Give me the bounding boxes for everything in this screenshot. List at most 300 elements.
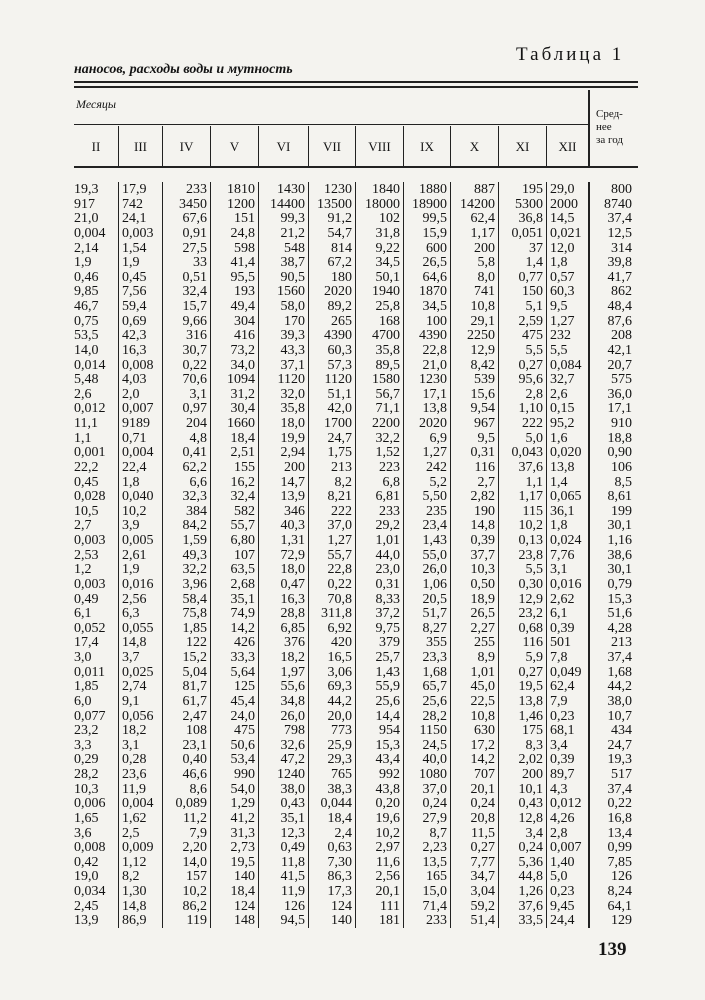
table-cell: 600	[426, 240, 447, 256]
table-cell: 2,94	[280, 445, 305, 460]
table-cell: 1,06	[422, 576, 447, 592]
table-cell: 81,7	[182, 679, 207, 694]
table-cell: 0,025	[122, 664, 154, 680]
table-cell: 12,3	[280, 825, 305, 841]
table-cell: 37,0	[327, 518, 352, 533]
table-cell: 6,85	[280, 620, 305, 636]
table-cell: 86,2	[182, 898, 207, 914]
table-cell: 26,0	[422, 562, 447, 577]
table-cell: 0,001	[74, 445, 106, 460]
table-cell: 2,6	[550, 386, 568, 402]
table-cell: 6,8	[382, 474, 400, 490]
table-cell: 43,8	[375, 781, 400, 797]
table-cell: 200	[284, 459, 305, 475]
table-cell: 42,3	[122, 328, 147, 343]
table-cell: 0,90	[607, 445, 632, 460]
table-cell: 11,8	[281, 854, 305, 870]
table-cell: 0,007	[122, 401, 154, 416]
month-header: VI	[258, 126, 308, 168]
table-cell: 1,01	[375, 533, 400, 548]
table-cell: 38,6	[607, 547, 632, 563]
table-cell: 11,5	[471, 825, 495, 841]
table-cell: 0,46	[74, 269, 99, 285]
table-cell: 1,46	[518, 708, 543, 724]
table-cell: 50,1	[375, 269, 400, 285]
table-cell: 3,9	[122, 518, 140, 533]
table-cell: 44,2	[607, 679, 632, 694]
table-cell: 10,7	[607, 708, 632, 724]
table-cell: 7,76	[550, 547, 575, 563]
table-cell: 41,5	[280, 869, 305, 884]
table-cell: 3,3	[74, 737, 92, 753]
table-cell: 2,27	[470, 620, 495, 636]
table-cell: 5,8	[477, 255, 495, 270]
top-rule	[74, 81, 638, 83]
table-cell: 8,0	[477, 269, 495, 285]
table-cell: 0,91	[182, 225, 207, 241]
table-cell: 30,4	[230, 401, 255, 416]
table-cell: 9,5	[550, 299, 568, 314]
table-cell: 0,044	[320, 796, 352, 811]
average-header-line: за год	[596, 134, 623, 146]
table-cell: 99,3	[280, 211, 305, 226]
table-cell: 0,016	[550, 576, 582, 592]
table-cell: 2,51	[230, 445, 255, 460]
table-cell: 1,10	[518, 401, 543, 416]
table-cell: 42,0	[327, 401, 352, 416]
table-cell: 2,53	[74, 547, 99, 563]
table-cell: 598	[234, 240, 255, 256]
table-cell: 1230	[324, 182, 352, 197]
table-cell: 38,0	[280, 781, 305, 797]
table-cell: 124	[331, 898, 352, 914]
table-cell: 38,7	[280, 255, 305, 270]
table-cell: 46,7	[74, 299, 99, 314]
table-cell: 0,028	[74, 489, 106, 504]
table-cell: 35,1	[230, 591, 255, 607]
table-cell: 1,85	[182, 620, 207, 636]
table-cell: 0,57	[550, 269, 575, 285]
table-cell: 181	[379, 913, 400, 928]
table-cell: 17,2	[470, 737, 495, 753]
table-cell: 18,4	[230, 884, 255, 899]
table-cell: 40,3	[280, 518, 305, 533]
table-cell: 10,1	[518, 781, 543, 797]
table-cell: 0,003	[122, 225, 154, 241]
table-cell: 0,28	[122, 752, 147, 767]
table-cell: 0,13	[518, 533, 543, 548]
table-cell: 1940	[372, 284, 400, 299]
table-cell: 3,1	[122, 737, 140, 753]
table-cell: 0,084	[550, 357, 582, 373]
table-cell: 1810	[227, 182, 255, 197]
table-cell: 71,4	[422, 898, 447, 914]
table-cell: 0,43	[280, 796, 305, 811]
table-cell: 36,8	[518, 211, 543, 226]
table-cell: 140	[234, 869, 255, 884]
table-cell: 55,9	[375, 679, 400, 694]
table-cell: 22,4	[122, 459, 147, 475]
months-rule	[74, 124, 588, 125]
table-cell: 37	[529, 240, 543, 256]
month-header: XII	[546, 126, 588, 168]
table-cell: 0,006	[74, 796, 106, 811]
table-cell: 32,4	[230, 489, 255, 504]
table-cell: 119	[186, 913, 207, 928]
table-cell: 24,4	[550, 913, 575, 928]
table-cell: 2,74	[122, 679, 147, 694]
table-cell: 1,2	[74, 562, 92, 577]
table-cell: 53,5	[74, 328, 99, 343]
table-cell: 0,69	[122, 313, 147, 329]
table-cell: 232	[550, 328, 571, 343]
table-cell: 16,3	[122, 342, 147, 358]
table-cell: 106	[611, 459, 632, 475]
table-cell: 1200	[227, 196, 255, 212]
table-cell: 21,0	[422, 357, 447, 373]
table-cell: 57,3	[327, 357, 352, 373]
month-header: X	[450, 126, 498, 168]
table-cell: 25,9	[327, 737, 352, 753]
table-cell: 235	[426, 503, 447, 519]
table-cell: 58,4	[182, 591, 207, 607]
table-cell: 233	[379, 503, 400, 519]
table-cell: 1,6	[550, 430, 568, 446]
table-cell: 1,8	[550, 255, 568, 270]
table-cell: 12,5	[607, 225, 632, 241]
table-cell: 22,5	[470, 693, 495, 709]
table-cell: 200	[522, 767, 543, 782]
table-cell: 5,5	[550, 342, 568, 358]
table-cell: 15,6	[470, 386, 495, 402]
table-cell: 223	[379, 459, 400, 475]
table-cell: 60,3	[327, 342, 352, 358]
table-cell: 36,1	[550, 503, 575, 519]
table-cell: 1660	[227, 416, 255, 431]
table-cell: 51,6	[607, 606, 632, 621]
table-cell: 9,5	[477, 430, 495, 446]
table-cell: 0,45	[122, 269, 147, 285]
table-cell: 49,3	[182, 547, 207, 563]
table-cell: 33	[193, 255, 207, 270]
table-cell: 0,42	[74, 854, 99, 870]
table-cell: 1,62	[122, 810, 147, 826]
table-cell: 64,6	[422, 269, 447, 285]
table-cell: 384	[186, 503, 207, 519]
table-cell: 13,9	[280, 489, 305, 504]
table-cell: 151	[234, 211, 255, 226]
table-cell: 15,9	[422, 225, 447, 241]
table-cell: 8,7	[429, 825, 447, 841]
table-cell: 5,1	[525, 299, 543, 314]
table-cell: 4390	[419, 328, 447, 343]
table-cell: 1,59	[182, 533, 207, 548]
table-cell: 2,59	[518, 313, 543, 329]
table-cell: 2,23	[422, 840, 447, 855]
table-cell: 2,8	[550, 825, 568, 841]
table-cell: 72,9	[280, 547, 305, 563]
table-cell: 4,28	[607, 620, 632, 636]
table-cell: 0,49	[280, 840, 305, 855]
table-cell: 1700	[324, 416, 352, 431]
table-cell: 17,9	[122, 182, 147, 197]
table-cell: 0,39	[470, 533, 495, 548]
table-cell: 129	[611, 913, 632, 928]
table-cell: 1,27	[327, 533, 352, 548]
table-cell: 13,5	[422, 854, 447, 870]
table-cell: 14,8	[470, 518, 495, 533]
table-cell: 1,75	[327, 445, 352, 460]
table-cell: 8,21	[327, 489, 352, 504]
table-cell: 126	[611, 869, 632, 884]
table-cell: 255	[474, 635, 495, 650]
table-cell: 1,85	[74, 679, 99, 694]
table-cell: 54,7	[327, 225, 352, 241]
data-column	[498, 182, 546, 928]
table-cell: 91,2	[327, 211, 352, 226]
table-cell: 9,45	[550, 898, 575, 914]
table-cell: 23,8	[518, 547, 543, 563]
table-cell: 9,66	[182, 313, 207, 329]
table-cell: 95,6	[518, 372, 543, 387]
table-cell: 2,4	[334, 825, 352, 841]
table-cell: 630	[474, 723, 495, 738]
table-cell: 2,20	[182, 840, 207, 855]
table-cell: 55,0	[422, 547, 447, 563]
table-cell: 24,7	[607, 737, 632, 753]
table-cell: 19,3	[74, 182, 99, 197]
table-cell: 0,97	[182, 401, 207, 416]
table-cell: 87,6	[607, 313, 632, 329]
table-cell: 30,7	[182, 342, 207, 358]
table-cell: 4,03	[122, 372, 147, 387]
table-cell: 742	[122, 196, 143, 212]
table-cell: 2020	[419, 416, 447, 431]
table-cell: 2020	[324, 284, 352, 299]
table-cell: 990	[234, 767, 255, 782]
table-cell: 1,29	[230, 796, 255, 811]
table-cell: 13,8	[550, 459, 575, 475]
table-cell: 36,0	[607, 386, 632, 402]
table-cell: 14,4	[375, 708, 400, 724]
table-cell: 18,4	[230, 430, 255, 446]
table-cell: 3450	[179, 196, 207, 212]
month-header: III	[118, 126, 162, 168]
table-cell: 14,0	[74, 342, 99, 358]
table-cell: 12,9	[470, 342, 495, 358]
table-cell: 170	[284, 313, 305, 329]
table-cell: 14400	[270, 196, 305, 212]
table-cell: 39,3	[280, 328, 305, 343]
table-cell: 3,4	[525, 825, 543, 841]
table-cell: 1,8	[122, 474, 140, 490]
table-cell: 0,39	[550, 620, 575, 636]
table-cell: 40,0	[422, 752, 447, 767]
table-cell: 42,1	[607, 342, 632, 358]
table-cell: 26,5	[470, 606, 495, 621]
table-cell: 0,011	[74, 664, 105, 680]
table-cell: 55,7	[327, 547, 352, 563]
table-cell: 33,3	[230, 650, 255, 665]
table-cell: 6,6	[189, 474, 207, 490]
month-header: VII	[308, 126, 355, 168]
table-cell: 13500	[317, 196, 352, 212]
table-cell: 265	[331, 313, 352, 329]
table-cell: 0,23	[550, 884, 575, 899]
average-header-line: нее	[596, 121, 612, 133]
table-cell: 29,2	[375, 518, 400, 533]
table-cell: 416	[234, 328, 255, 343]
table-cell: 55,7	[230, 518, 255, 533]
table-cell: 1120	[324, 372, 352, 387]
table-cell: 107	[234, 547, 255, 563]
table-cell: 2,02	[518, 752, 543, 767]
table-cell: 0,43	[518, 796, 543, 811]
data-column	[118, 182, 162, 928]
table-cell: 32,0	[280, 386, 305, 402]
table-cell: 0,016	[122, 576, 154, 592]
table-cell: 4,26	[550, 810, 575, 826]
table-cell: 5,48	[74, 372, 99, 387]
table-cell: 2,62	[550, 591, 575, 607]
table-cell: 11,6	[376, 854, 400, 870]
table-cell: 13,8	[518, 693, 543, 709]
table-cell: 1,17	[470, 225, 495, 241]
table-cell: 5,5	[525, 342, 543, 358]
table-cell: 0,012	[74, 401, 106, 416]
table-cell: 0,27	[518, 664, 543, 680]
table-cell: 2,61	[122, 547, 147, 563]
table-cell: 199	[611, 503, 632, 519]
table-cell: 8,33	[375, 591, 400, 607]
table-cell: 5,2	[429, 474, 447, 490]
table-cell: 20,0	[327, 708, 352, 724]
table-cell: 28,8	[280, 606, 305, 621]
table-cell: 14200	[460, 196, 495, 212]
table-cell: 0,68	[518, 620, 543, 636]
table-cell: 19,5	[518, 679, 543, 694]
table-cell: 2,47	[182, 708, 207, 724]
table-cell: 84,2	[182, 518, 207, 533]
table-cell: 15,3	[375, 737, 400, 753]
table-cell: 29,3	[327, 752, 352, 767]
table-cell: 59,4	[122, 299, 147, 314]
table-cell: 814	[331, 240, 352, 256]
table-cell: 517	[611, 767, 632, 782]
table-cell: 9,54	[470, 401, 495, 416]
table-cell: 59,2	[470, 898, 495, 914]
table-cell: 35,8	[375, 342, 400, 358]
table-cell: 27,9	[422, 810, 447, 826]
table-cell: 10,8	[470, 299, 495, 314]
table-cell: 14,0	[182, 854, 207, 870]
table-cell: 46,6	[182, 767, 207, 782]
table-cell: 1,26	[518, 884, 543, 899]
table-cell: 1,52	[375, 445, 400, 460]
table-cell: 1,4	[525, 255, 543, 270]
table-cell: 148	[234, 913, 255, 928]
table-cell: 19,6	[375, 810, 400, 826]
table-cell: 13,8	[422, 401, 447, 416]
table-cell: 65,7	[422, 679, 447, 694]
table-cell: 24,0	[230, 708, 255, 724]
table-cell: 165	[426, 869, 447, 884]
table-cell: 35,1	[280, 810, 305, 826]
table-cell: 95,5	[230, 269, 255, 285]
table-cell: 18,4	[327, 810, 352, 826]
data-table	[74, 182, 638, 928]
table-cell: 44,2	[327, 693, 352, 709]
table-cell: 58,0	[280, 299, 305, 314]
table-cell: 14,7	[280, 474, 305, 490]
table-cell: 2,56	[122, 591, 147, 607]
table-cell: 0,004	[122, 796, 154, 811]
table-cell: 0,051	[511, 225, 543, 241]
table-cell: 56,7	[375, 386, 400, 402]
table-cell: 575	[611, 372, 632, 387]
data-column	[403, 182, 450, 928]
table-cell: 0,15	[550, 401, 575, 416]
data-column	[258, 182, 308, 928]
table-cell: 44,8	[518, 869, 543, 884]
table-cell: 94,5	[280, 913, 305, 928]
month-header: VIII	[355, 126, 403, 168]
table-cell: 0,77	[518, 269, 543, 285]
table-cell: 15,2	[182, 650, 207, 665]
table-cell: 0,004	[122, 445, 154, 460]
table-cell: 233	[186, 182, 207, 197]
table-cell: 15,7	[182, 299, 207, 314]
table-cell: 7,9	[189, 825, 207, 841]
table-cell: 4,3	[550, 781, 568, 797]
table-cell: 62,4	[550, 679, 575, 694]
table-cell: 20,7	[607, 357, 632, 373]
table-cell: 5,50	[422, 489, 447, 504]
table-cell: 22,8	[422, 342, 447, 358]
table-cell: 0,005	[122, 533, 154, 548]
table-cell: 16,5	[327, 650, 352, 665]
table-cell: 0,39	[550, 752, 575, 767]
table-cell: 0,052	[74, 620, 106, 636]
table-cell: 70,8	[327, 591, 352, 607]
table-cell: 0,49	[74, 591, 99, 607]
table-cell: 29,1	[470, 313, 495, 329]
table-cell: 0,27	[470, 840, 495, 855]
table-cell: 10,3	[74, 781, 99, 797]
table-cell: 8,9	[477, 650, 495, 665]
table-cell: 89,5	[375, 357, 400, 373]
table-cell: 707	[474, 767, 495, 782]
table-cell: 10,2	[122, 503, 147, 519]
table-cell: 16,2	[230, 474, 255, 490]
table-cell: 314	[611, 240, 632, 256]
table-cell: 311,8	[321, 606, 352, 621]
table-cell: 9189	[122, 416, 150, 431]
table-cell: 0,024	[550, 533, 582, 548]
table-cell: 1230	[419, 372, 447, 387]
table-cell: 26,5	[422, 255, 447, 270]
table-cell: 32,4	[182, 284, 207, 299]
table-cell: 43,4	[375, 752, 400, 767]
table-cell: 1094	[227, 372, 255, 387]
table-cell: 1120	[277, 372, 305, 387]
table-cell: 55,6	[280, 679, 305, 694]
table-cell: 0,009	[122, 840, 154, 855]
table-cell: 23,0	[375, 562, 400, 577]
table-cell: 2,7	[74, 518, 92, 533]
table-cell: 741	[474, 284, 495, 299]
table-cell: 475	[522, 328, 543, 343]
